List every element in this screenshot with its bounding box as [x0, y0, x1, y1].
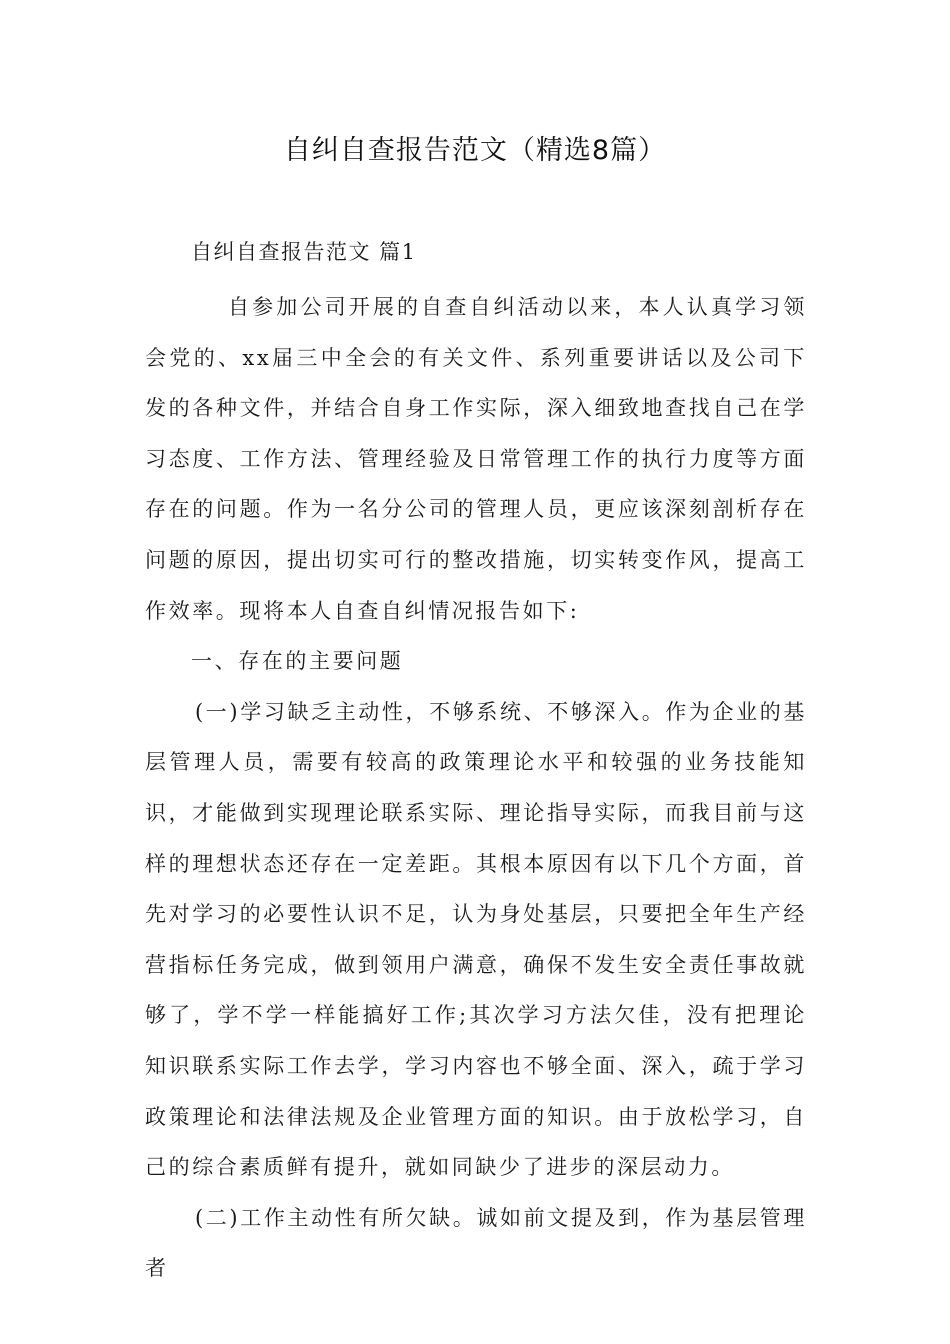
section-heading: 自纠自查报告范文 篇1 — [191, 240, 417, 264]
body-paragraph: (二)工作主动性有所欠缺。诚如前文提及到，作为基层管理者 — [145, 1205, 807, 1281]
subsection-heading: 一、存在的主要问题 — [191, 649, 404, 674]
body-paragraph: 自参加公司开展的自查自纠活动以来，本人认真学习领会党的、xx届三中全会的有关文件、系列重要讲话以及公司下发的各种文件，并结合自身工作实际，深入细致地查找自己在学习态度、工作方法、管理经验及日常管理工作的执行力度等方面存在的问题。作为一名分公司的管理人员，更应该深刻剖析存在问题的原因，提出切实可行的整改措施，切实转变作风，提高工作效率。现将本人自查自纠情况报告如下: — [145, 295, 807, 623]
document-body — [145, 282, 807, 1294]
body-paragraph: (一)学习缺乏主动性，不够系统、不够深入。作为企业的基层管理人员，需要有较高的政策理论水平和较强的业务技能知识，才能做到实现理论联系实际、理论指导实际，而我目前与这样的理想状态还存在一定差距。其根本原因有以下几个方面，首先对学习的必要性认识不足，认为身处基层，只要把全年生产经营指标任务完成，做到领用户满意，确保不发生安全责任事故就够了，学不学一样能搞好工作;其次学习方法欠佳，没有把理论知识联系实际工作去学，学习内容也不够全面、深入，疏于学习政策理论和法律法规及企业管理方面的知识。由于放松学习，自己的综合素质鲜有提升，就如同缺少了进步的深层动力。 — [145, 699, 807, 1180]
document-title: 自纠自查报告范文（精选8篇） — [283, 135, 667, 166]
